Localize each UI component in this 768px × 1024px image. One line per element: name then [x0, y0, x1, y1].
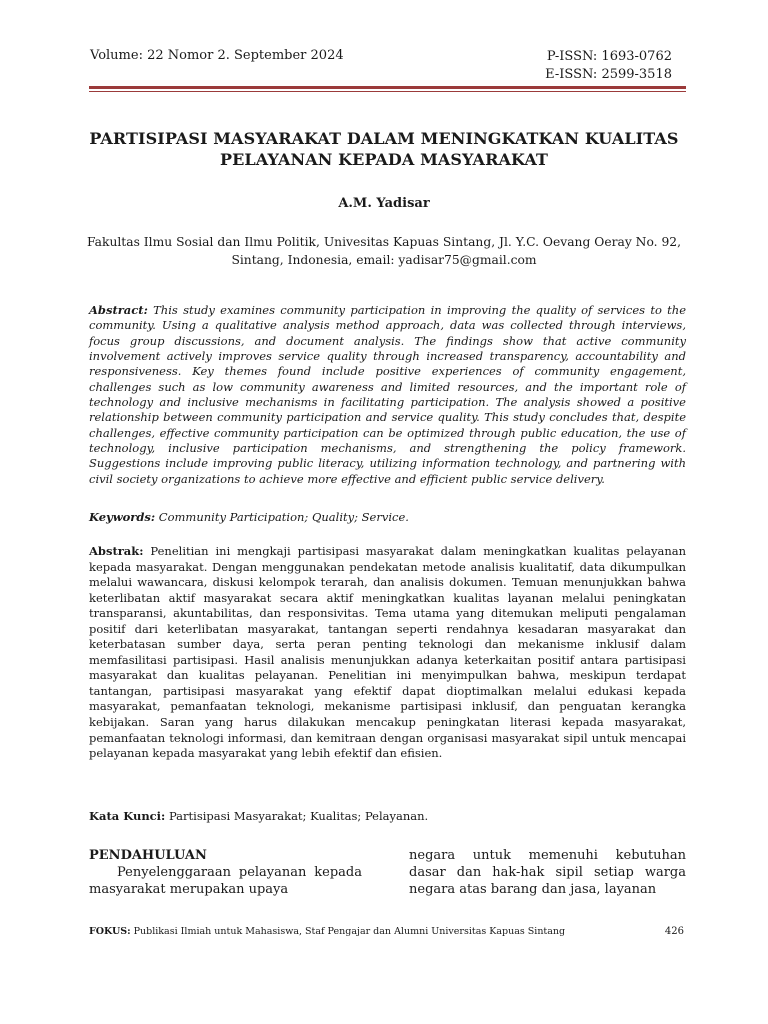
abstract-english	[89, 303, 686, 487]
paper-title	[80, 128, 688, 170]
keywords-text: Community Participation; Quality; Service.	[158, 510, 409, 524]
body-column-right	[409, 847, 686, 898]
title-line-1: PARTISIPASI MASYARAKAT DALAM MENINGKATKAN KUALITAS	[89, 129, 679, 148]
p-issn: P-ISSN: 1693-0762	[546, 49, 672, 64]
abstrak-label: Abstrak:	[89, 544, 144, 558]
keywords-english	[89, 510, 686, 524]
affiliation-line-1: Fakultas Ilmu Sosial dan Ilmu Politik, Univesitas Kapuas Sintang, Jl. Y.C. Oevang Oeray No. 92,	[86, 235, 682, 249]
footer-journal-text: Publikasi Ilmiah untuk Mahasiswa, Staf Pengajar dan Alumni Universitas Kapuas Sintang	[133, 926, 566, 937]
abstrak-text: Penelitian ini mengkaji partisipasi masyarakat dalam meningkatkan kualitas pelayanan kepada masyarakat. Dengan menggunakan pendekatan metode analisis kualitatif, data dikumpulkan melalui wawancara, diskusi kelompok terarah, dan analisis dokumen. Temuan menunjukkan bahwa keterlibatan aktif masyarakat secara aktif meningkatkan kualitas layanan melalui peningkatan transparansi, akuntabilitas, dan responsivitas. Tema utama yang ditemukan meliputi pengalaman positif dari keterlibatan masyarakat, tantangan seperti rendahnya kesadaran masyarakat dan keterbatasan sumber daya, serta peran penting teknologi dan mekanisme inklusif dalam memfasilitasi partisipasi. Hasil analisis menunjukkan adanya keterkaitan positif antara partisipasi masyarakat dan kualitas pelayanan. Penelitian ini menyimpulkan bahwa, meskipun terdapat tantangan, partisipasi masyarakat yang efektif dapat dioptimalkan melalui edukasi kepada masyarakat, pemanfaatan teknologi, mekanisme partisipasi inklusif, dan penguatan kerangka kebijakan. Saran yang harus dilakukan mencakup peningkatan literasi kepada masyarakat, pemanfaatan teknologi informasi, dan kemitraan dengan organisasi masyarakat sipil untuk mencapai pelayanan kepada masyarakat yang lebih efektif dan efisien.	[89, 544, 686, 761]
kata-kunci-label: Kata Kunci:	[89, 809, 166, 823]
page-number: 426	[664, 926, 684, 937]
footer-journal	[89, 926, 565, 937]
kata-kunci-text: Partisipasi Masyarakat; Kualitas; Pelayanan.	[168, 809, 429, 823]
header-rule-thick	[89, 86, 686, 89]
issn-block	[545, 48, 672, 84]
abstract-text: This study examines community participation in improving the quality of services to the community. Using a qualitative analysis method approach, data was collected through interviews, focus group discussions, and document analysis. The findings show that active community involvement actively improves service quality through increased transparency, accountability and responsiveness. Key themes found include positive experiences of community engagement, challenges such as low community awareness and limited resources, and the important role of technology and inclusive mechanisms in facilitating participation. The analysis showed a positive relationship between community participation and service quality. This study concludes that, despite challenges, effective community participation can be optimized through public education, the use of technology, inclusive participation mechanisms, and strengthening the policy framework. Suggestions include improving public literacy, utilizing information technology, and partnering with civil society organizations to achieve more effective and efficient public service delivery.	[89, 303, 687, 486]
keywords-label: Keywords:	[89, 510, 156, 524]
author-name: A.M. Yadisar	[338, 196, 430, 211]
keywords-indonesian	[89, 809, 686, 823]
affiliation-line-2: Sintang, Indonesia, email: yadisar75@gmail.com	[231, 253, 537, 267]
e-issn: E-ISSN: 2599-3518	[545, 67, 672, 82]
header-rule-thin	[89, 91, 686, 92]
body-column-left	[89, 847, 362, 898]
body-paragraph-left: Penyelenggaraan pelayanan kepada masyarakat merupakan upaya	[89, 865, 362, 897]
title-line-2: PELAYANAN KEPADA MASYARAKAT	[220, 150, 548, 169]
abstract-label: Abstract:	[89, 303, 148, 317]
affiliation	[80, 233, 688, 269]
body-paragraph-right: negara untuk memenuhi kebutuhan dasar dan hak-hak sipil setiap warga negara atas barang dan jasa, layanan	[409, 848, 686, 897]
section-heading: PENDAHULUAN	[89, 848, 207, 863]
abstract-indonesian	[89, 544, 686, 762]
footer-journal-label: FOKUS:	[89, 926, 131, 937]
volume-info: Volume: 22 Nomor 2. September 2024	[90, 48, 344, 63]
